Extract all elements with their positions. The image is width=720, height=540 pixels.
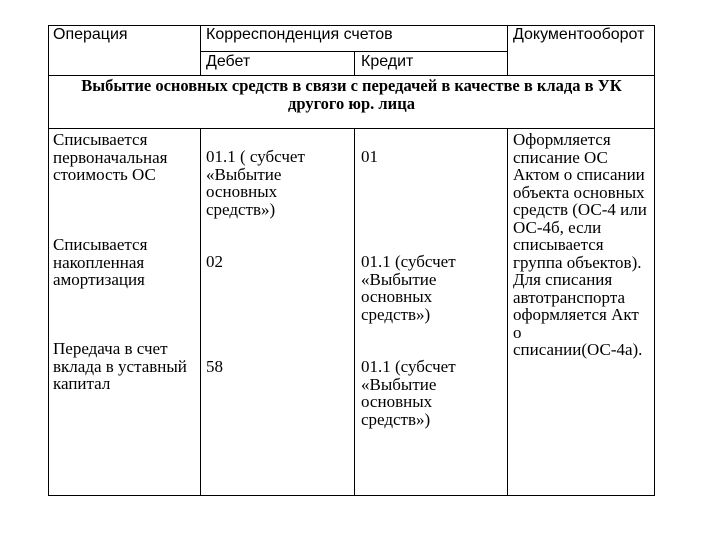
row-3-operation: Передача в счет вклада в уставный капитал [53,339,187,393]
documents-text: Оформляется списание ОС Актом о списании объекта основных средств (ОС-4 или ОС-4б, если списывается группа объектов). Для списания автотранспорта оформляется Акт о списании(ОС-4а). [513,130,647,359]
header-correspondence: Корреспонденция счетов [206,26,393,43]
table-border-left [48,25,49,496]
table-border-bottom [48,495,655,496]
row-2-debit: 02 [206,252,223,271]
table-border-right [654,25,655,496]
col-line-debit-body [354,128,355,496]
row-2-credit: 01.1 (субсчет «Выбытие основных средств») [361,252,456,324]
row-1-operation: Списывается первоначальная стоимость ОС [53,130,168,184]
col-line-operation-body [200,128,201,496]
row-1-debit: 01.1 ( субсчет «Выбытие основных средств») [206,147,305,219]
row-3-debit: 58 [206,357,223,376]
header-credit: Кредит [361,53,414,70]
row-3-credit: 01.1 (субсчет «Выбытие основных средств») [361,357,456,429]
header-debit: Дебет [206,53,251,70]
col-line-credit [507,25,508,76]
header-operation: Операция [53,26,128,43]
col-line-debit [354,51,355,76]
section-bottom-line [48,128,655,129]
section-title: Выбытие основных средств в связи с передачей в качестве в клада в УК другого юр. лица [81,76,622,113]
row-1-credit: 01 [361,147,378,166]
col-line-credit-body [507,128,508,496]
col-line-operation [200,25,201,76]
header-documents: Документооборот [513,26,645,43]
row-2-operation: Списывается накопленная амортизация [53,235,148,289]
